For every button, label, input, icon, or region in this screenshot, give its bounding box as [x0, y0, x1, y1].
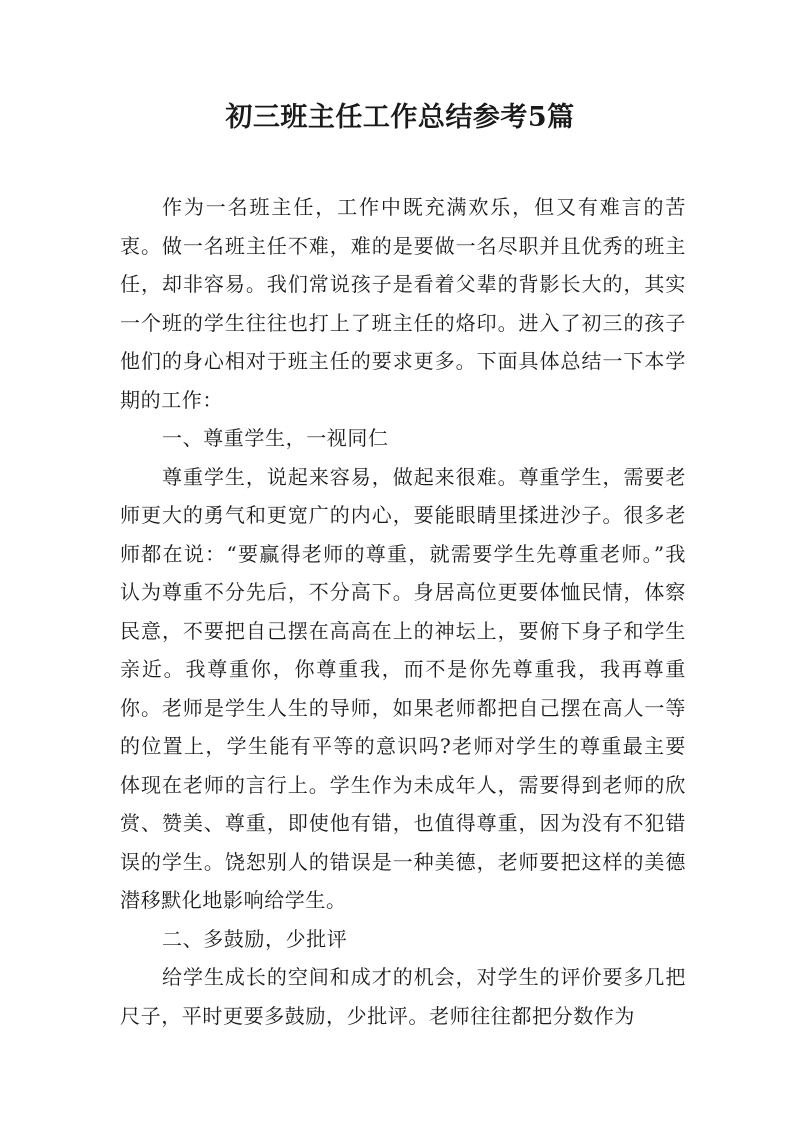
section-heading-1: 一、尊重学生，一视同仁	[162, 426, 389, 450]
document-title: 初三班主任工作总结参考5篇	[225, 102, 575, 133]
section-paragraph-2: 给学生成长的空间和成才的机会，对学生的评价要多几把尺子，平时更要多鼓励，少批评。老师往往都把分数作为	[120, 965, 686, 1028]
document-body	[120, 188, 686, 1035]
intro-paragraph: 作为一名班主任，工作中既充满欢乐，但又有难言的苦衷。做一名班主任不难，难的是要做一名尽职并且优秀的班主任，却非容易。我们常说孩子是看着父辈的背影长大的，其实一个班的学生往往也打上了班主任的烙印。进入了初三的孩子他们的身心相对于班主任的要求更多。下面具体总结一下本学期的工作：	[120, 195, 686, 412]
section-paragraph-1: 尊重学生，说起来容易，做起来很难。尊重学生，需要老师更大的勇气和更宽广的内心，要能眼睛里揉进沙子。很多老师都在说：“要赢得老师的尊重，就需要学生先尊重老师。”我认为尊重不分先后，不分高下。身居高位更要体恤民情，体察民意，不要把自己摆在高高在上的神坛上，要俯下身子和学生亲近。我尊重你，你尊重我，而不是你先尊重我，我再尊重你。老师是学生人生的导师，如果老师都把自己摆在高人一等的位置上，学生能有平等的意识吗?老师对学生的尊重最主要体现在老师的言行上。学生作为未成年人，需要得到老师的欣赏、赞美、尊重，即使他有错，也值得尊重，因为没有不犯错误的学生。饶恕别人的错误是一种美德，老师要把这样的美德潜移默化地影响给学生。	[120, 464, 686, 912]
section-heading-2: 二、多鼓励，少批评	[162, 926, 348, 951]
